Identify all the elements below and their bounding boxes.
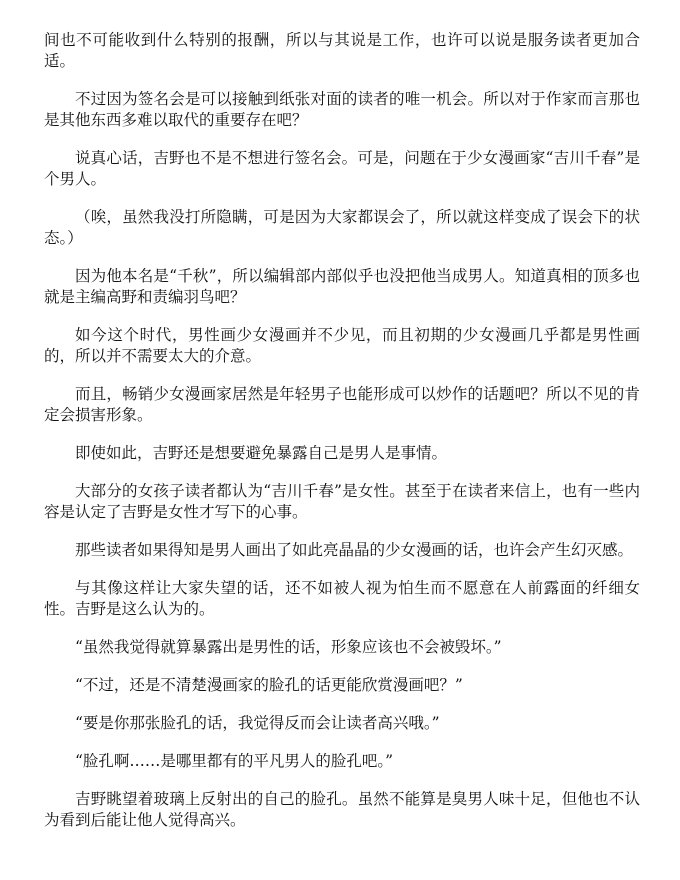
paragraph-3: 说真心话，吉野也不是不想进行签名会。可是，问题在于少女漫画家“吉川千春”是个男人。: [44, 149, 640, 188]
paragraph-8: 即使如此，吉野还是想要避免暴露自己是男人是事情。: [75, 444, 448, 462]
paragraph-10: 那些读者如果得知是男人画出了如此亮晶晶的少女漫画的话，也许会产生幻灭感。: [75, 541, 634, 559]
paragraph-11: 与其像这样让大家失望的话，还不如被人视为怕生而不愿意在人前露面的纤细女性。吉野是这么认为的。: [44, 579, 640, 618]
paragraph-16: 吉野眺望着玻璃上反射出的自己的脸孔。虽然不能算是臭男人味十足，但他也不认为看到后能让他人觉得高兴。: [44, 790, 640, 829]
paragraph-1: 间也不可能收到什么特别的报酬，所以与其说是工作，也许可以说是服务读者更加合适。: [44, 31, 640, 70]
dialogue-2: “不过，还是不清楚漫画家的脸孔的话更能欣赏漫画吧？”: [75, 676, 463, 694]
paragraph-4: （唉，虽然我没打所隐瞒，可是因为大家都误会了，所以就这样变成了误会下的状态。）: [44, 208, 640, 247]
paragraph-9: 大部分的女孩子读者都认为“吉川千春”是女性。甚至于在读者来信上，也有一些内容是认定了吉野是女性才写下的心事。: [44, 482, 640, 521]
dialogue-3: “要是你那张脸孔的话，我觉得反而会让读者高兴哦。”: [75, 714, 440, 732]
document-page: [44, 30, 640, 848]
dialogue-4: “脸孔啊……是哪里都有的平凡男人的脸孔吧。”: [75, 752, 394, 770]
paragraph-6: 如今这个时代，男性画少女漫画并不少见，而且初期的少女漫画几乎都是男性画的，所以并不需要太大的介意。: [44, 326, 640, 365]
paragraph-7: 而且，畅销少女漫画家居然是年轻男子也能形成可以炒作的话题吧？所以不见的肯定会损害形象。: [44, 385, 640, 424]
dialogue-1: “虽然我觉得就算暴露出是男性的话，形象应该也不会被毁坏。”: [75, 638, 502, 656]
paragraph-5: 因为他本名是“千秋”，所以编辑部内部似乎也没把他当成男人。知道真相的顶多也就是主编高野和责编羽鸟吧？: [44, 267, 640, 306]
paragraph-2: 不过因为签名会是可以接触到纸张对面的读者的唯一机会。所以对于作家而言那也是其他东西多难以取代的重要存在吧？: [44, 90, 640, 129]
